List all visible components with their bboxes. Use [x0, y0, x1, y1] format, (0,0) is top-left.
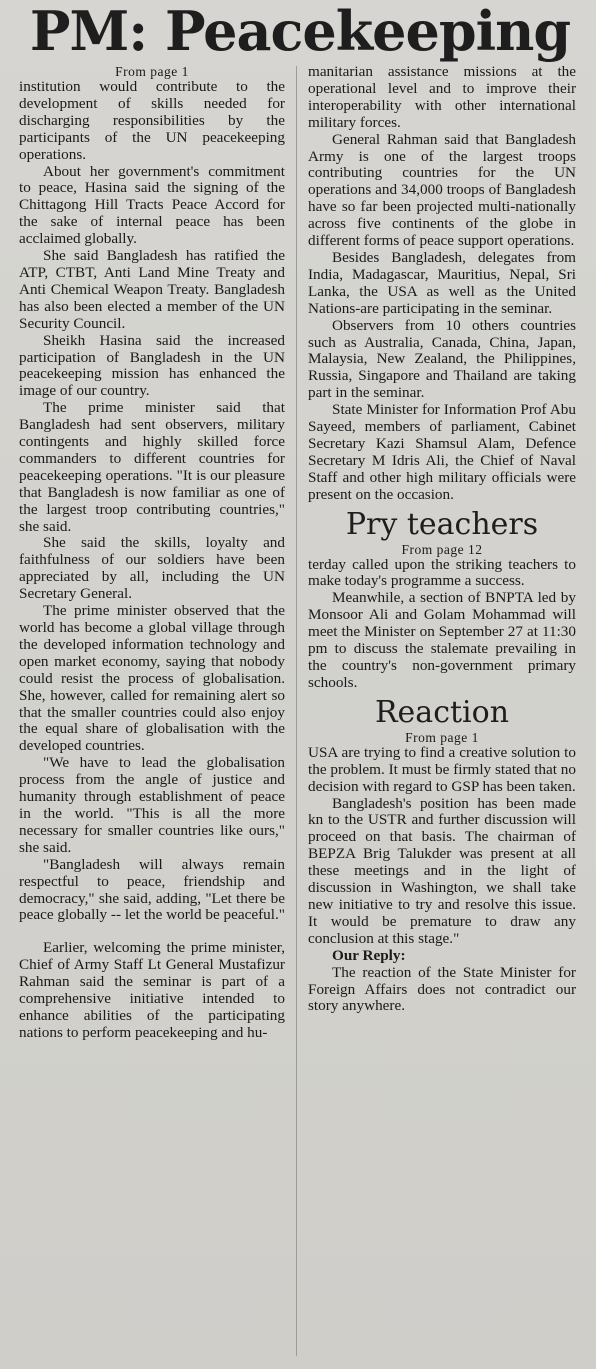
article-paragraph: About her government's commitment to peace, Hasina said the signing of the Chittagong Hill Tracts Peace Accord for the sake of internal peace has been acclaimed globally. — [19, 162, 285, 248]
article-paragraph: USA are trying to find a creative solution to the problem. It must be firmly stated that no decision with regard to GSP has been taken. — [308, 743, 576, 795]
article-paragraph: terday called upon the striking teachers to make today's programme a success. — [308, 555, 576, 590]
jump-line: From page 1 — [405, 729, 479, 745]
article-paragraph: "Bangladesh will always remain respectful to peace, friendship and democracy," she said, adding, "Let there be peace globally -- let the world be peaceful." — [19, 855, 285, 924]
article-paragraph: The prime minister observed that the world has become a global village through the developed information technology and open market economy, saying that nobody could resist the process of globalisation. She, however, called for remaining alert so that the smaller countries could also enjoy the equal share of globalisation with the developed countries. — [19, 602, 285, 755]
jump-line: From page 12 — [401, 541, 483, 557]
article-paragraph: Bangladesh's position has been made kn to the USTR and further discussion will proceed on that basis. The chairman of BEPZA Brig Talukder was present at all these meetings and in the light of discussion in Washington, we shall take new initiative to try and resolve this issue. It would be premature to draw any conclusion at this stage." — [308, 794, 576, 947]
article-paragraph: She said the skills, loyalty and faithfulness of our soldiers have been appreciated by all, including the UN Secretary General. — [19, 534, 285, 603]
article-paragraph: institution would contribute to the development of skills needed for discharging responsibilities by the participants of the UN peacekeeping operations. — [19, 78, 285, 163]
article-paragraph: manitarian assistance missions at the operational level and to improve their interoperability with other international military forces. — [308, 63, 576, 131]
article-paragraph: She said Bangladesh has ratified the ATP, CTBT, Anti Land Mine Treaty and Anti Chemical Weapon Treaty. Bangladesh has also been elected a member of the UN Security Council. — [19, 247, 285, 332]
column-divider — [296, 66, 297, 1356]
article-paragraph: Observers from 10 others countries such as Australia, Canada, China, Japan, Malaysia, New Zealand, the Philippines, Russia, Singapore and Thailand are taking part in the seminar. — [308, 316, 576, 402]
article-paragraph: Earlier, welcoming the prime minister, Chief of Army Staff Lt General Mustafizur Rahman said the seminar is part of a comprehensive initiative intended to enhance abilities of the participating nations to perform peacekeeping and hu- — [19, 939, 285, 1041]
article-paragraph: Sheikh Hasina said the increased participation of Bangladesh in the UN peacekeeping mission has enhanced the image of our country. — [19, 331, 285, 400]
article-paragraph: The reaction of the State Minister for Foreign Affairs does not contradict our story anywhere. — [308, 963, 576, 1015]
pry-teachers-article — [308, 508, 576, 692]
article-paragraph: "We have to lead the globalisation process from the angle of justice and humanity through establishment of peace in the world. "This is all the more necessary for smaller countries like ours," she said. — [19, 754, 285, 856]
right-column — [308, 64, 576, 1015]
sub-headline: Pry teachers — [345, 506, 539, 542]
article-paragraph: State Minister for Information Prof Abu Sayeed, members of parliament, Cabinet Secretary Kazi Shamsul Alam, Defence Secretary M Idris Ali, the Chief of Naval Staff and other high military officials were present on the occasion. — [308, 401, 576, 503]
reaction-article — [308, 696, 576, 1016]
headline: PM: Peacekeeping — [29, 0, 571, 63]
left-column — [19, 64, 285, 1042]
article-paragraph: The prime minister said that Bangladesh had sent observers, military contingents and highly skilled force commanders to different countries for peacekeeping operations. "It is our pleasure that Bangladesh is now familiar as one of the largest troop contributing countries," she said. — [19, 399, 285, 535]
sub-headline: Reaction — [374, 694, 510, 730]
article-paragraph: Meanwhile, a section of BNPTA led by Monsoor Ali and Golam Mohammad will meet the Minister on September 27 at 11:30 pm to discuss the stalemate prevailing in the country's non-government primary schools. — [308, 589, 576, 691]
jump-line: From page 1 — [115, 64, 189, 79]
our-reply-label: Our Reply: — [332, 946, 406, 964]
paragraph-gap — [19, 924, 285, 940]
article-paragraph: Besides Bangladesh, delegates from India, Madagascar, Mauritius, Nepal, Sri Lanka, the USA as well as the United Nations-are participating in the seminar. — [308, 248, 576, 317]
article-paragraph: General Rahman said that Bangladesh Army is one of the largest troops contributing countries for the UN operations and 34,000 troops of Bangladesh have so far been projected multi-nationally across five continents of the globe in different forms of peace support operations. — [308, 130, 576, 250]
